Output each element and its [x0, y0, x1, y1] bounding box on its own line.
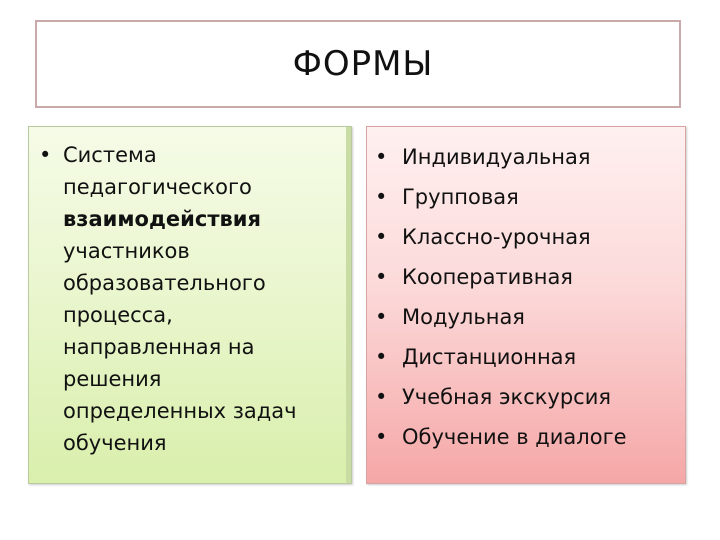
form-label: Обучение в диалоге: [402, 425, 627, 449]
list-item: [375, 297, 680, 337]
definition-line-2: педагогического: [63, 175, 252, 199]
bullet-icon: •: [375, 345, 388, 369]
form-label: Кооперативная: [402, 265, 573, 289]
forms-list: [375, 137, 680, 457]
list-item: [375, 137, 680, 177]
definition-panel: [28, 126, 352, 484]
definition-line-6: процесса,: [63, 303, 173, 327]
form-label: Учебная экскурсия: [402, 385, 612, 409]
list-item: [375, 337, 680, 377]
bullet-icon: •: [375, 265, 388, 289]
definition-line-5: образовательного: [63, 271, 266, 295]
list-item: [375, 377, 680, 417]
list-item: [375, 217, 680, 257]
slide-title: ФОРМЫ: [292, 44, 434, 84]
list-item: [375, 257, 680, 297]
form-label: Классно-урочная: [402, 225, 591, 249]
bullet-icon: •: [375, 305, 388, 329]
definition-line-1: Система: [63, 143, 157, 167]
definition-line-9: определенных задач: [63, 399, 297, 423]
definition-line-8: решения: [63, 367, 162, 391]
list-item: [375, 417, 680, 457]
bullet-icon: •: [39, 143, 52, 167]
definition-text: [63, 139, 297, 459]
form-label: Дистанционная: [402, 345, 577, 369]
definition-line-3-bold: взаимодействия: [63, 207, 261, 231]
bullet-icon: •: [375, 385, 388, 409]
definition-line-10: обучения: [63, 431, 167, 455]
forms-panel: [366, 126, 686, 484]
definition-item: [39, 139, 339, 459]
form-label: Модульная: [402, 305, 525, 329]
form-label: Индивидуальная: [402, 145, 591, 169]
list-item: [375, 177, 680, 217]
form-label: Групповая: [402, 185, 519, 209]
bullet-icon: •: [375, 225, 388, 249]
bullet-icon: •: [375, 185, 388, 209]
definition-line-7: направленная на: [63, 335, 255, 359]
bullet-icon: •: [375, 425, 388, 449]
definition-list: [39, 139, 339, 459]
title-box: [35, 20, 681, 108]
definition-line-4: участников: [63, 239, 190, 263]
bullet-icon: •: [375, 145, 388, 169]
